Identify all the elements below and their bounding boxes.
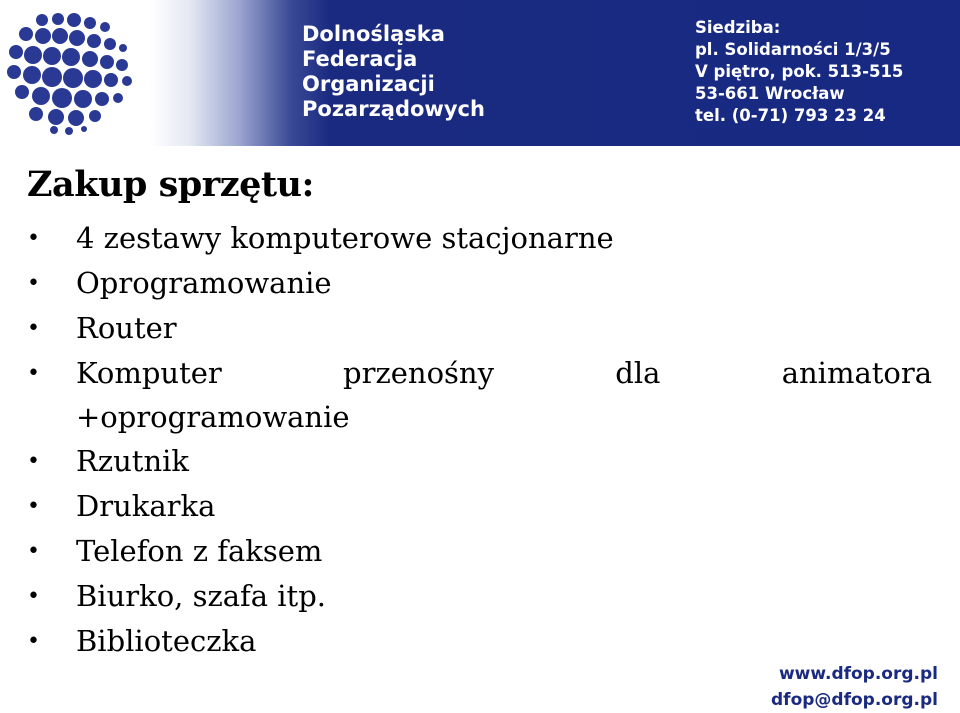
list-item-text: Rzutnik (76, 444, 189, 478)
address-line-3: V piętro, pok. 513-515 (695, 62, 904, 81)
list-item-text: Oprogramowanie (76, 266, 332, 300)
word: animatora (781, 356, 932, 390)
bullet-icon: • (27, 361, 40, 386)
bullet-icon: • (27, 316, 40, 341)
address-line-4: 53-661 Wrocław (695, 84, 845, 103)
list-item-text: Biurko, szafa itp. (76, 579, 326, 613)
org-name-line-2: Federacja (302, 47, 418, 71)
list-item (0, 216, 960, 261)
bullet-icon: • (27, 271, 40, 296)
bullet-icon: • (27, 494, 40, 519)
list-item (0, 574, 960, 619)
purchase-list (0, 216, 960, 664)
bullet-icon: • (27, 629, 40, 654)
list-item-text: Router (76, 311, 177, 345)
list-item (0, 306, 960, 351)
header-banner (0, 0, 960, 146)
footer-contact (771, 661, 938, 713)
list-item-text: 4 zestawy komputerowe stacjonarne (76, 221, 614, 255)
list-item (0, 484, 960, 529)
org-name-line-1: Dolnośląska (302, 22, 445, 46)
bullet-icon: • (27, 584, 40, 609)
word: przenośny (343, 356, 494, 390)
dfop-logo-icon (6, 10, 136, 135)
address-line-1: Siedziba: (695, 18, 781, 37)
org-name-line-4: Pozarządowych (302, 97, 485, 121)
list-item-text: Biblioteczka (76, 624, 257, 658)
list-item-justified-line (76, 351, 932, 395)
list-item-text: Drukarka (76, 489, 216, 523)
bullet-icon: • (27, 539, 40, 564)
list-item-text: Telefon z faksem (76, 534, 323, 568)
word: Komputer (76, 356, 222, 390)
list-item (0, 439, 960, 484)
slide-heading: Zakup sprzętu: (27, 164, 314, 205)
word: dla (615, 356, 661, 390)
list-item-continuation: +oprogramowanie (76, 400, 350, 434)
list-item (0, 619, 960, 664)
list-item (0, 261, 960, 306)
address-block (695, 17, 903, 127)
organization-name (302, 22, 485, 122)
email-link[interactable]: dfop@dfop.org.pl (771, 690, 938, 710)
org-name-line-3: Organizacji (302, 72, 435, 96)
bullet-icon: • (27, 226, 40, 251)
address-line-2: pl. Solidarności 1/3/5 (695, 40, 891, 59)
website-link[interactable]: www.dfop.org.pl (778, 664, 938, 684)
bullet-icon: • (27, 449, 40, 474)
address-line-5: tel. (0-71) 793 23 24 (695, 106, 886, 125)
list-item (0, 351, 960, 439)
list-item (0, 529, 960, 574)
